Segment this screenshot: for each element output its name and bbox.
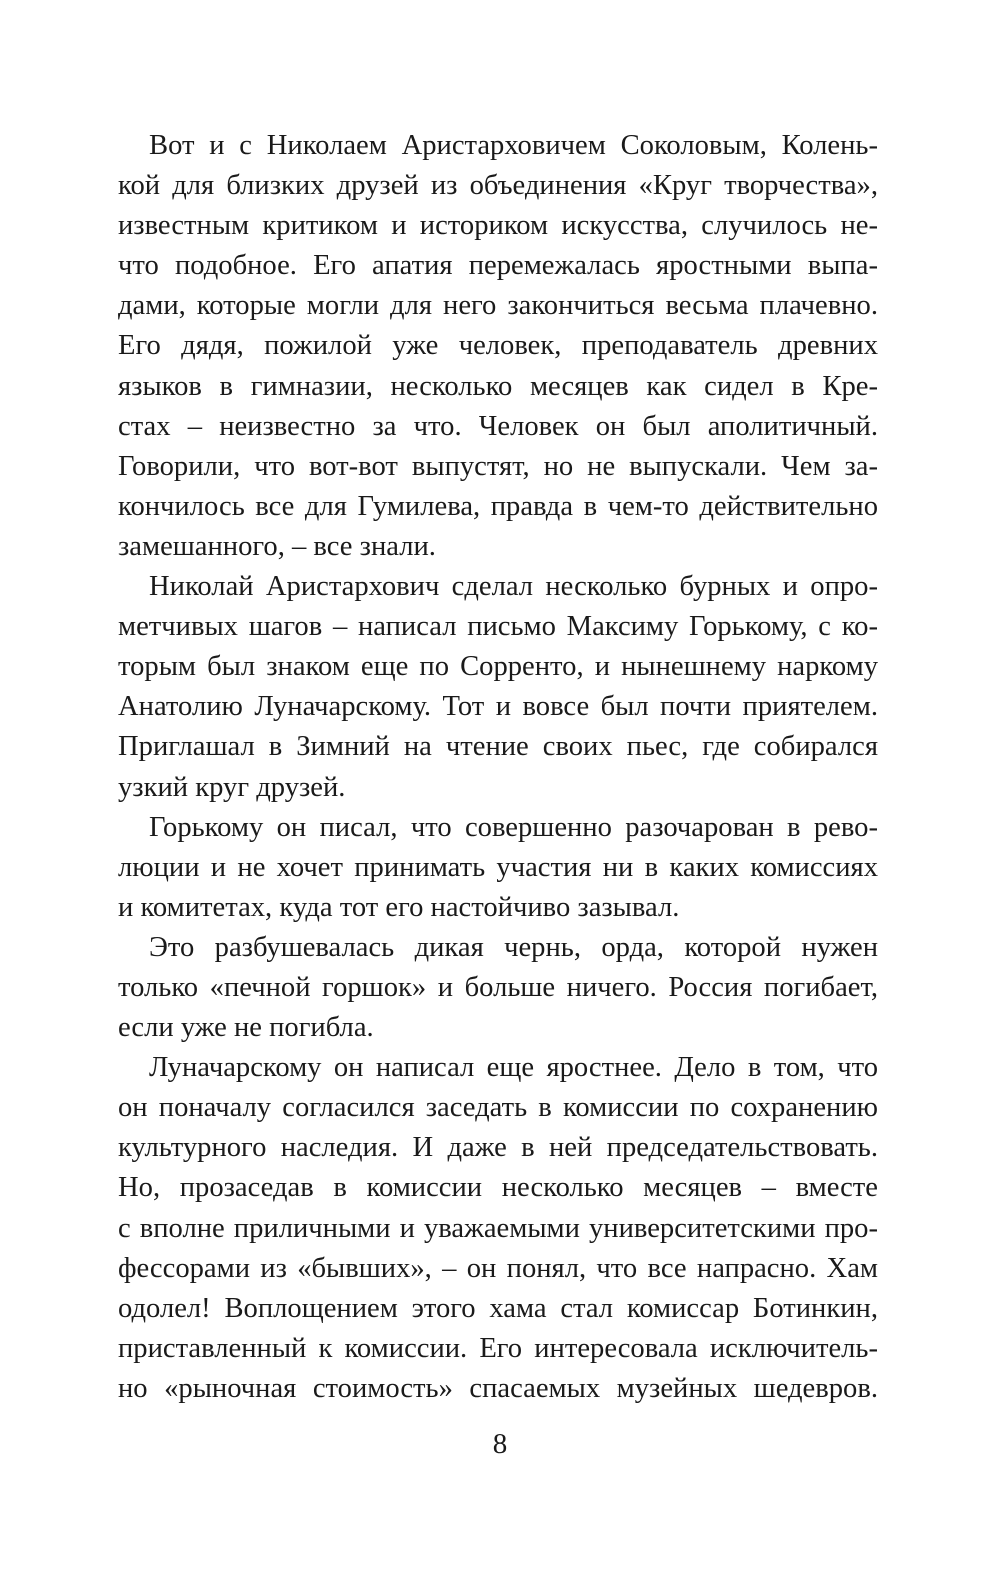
text-line: Горькому он писал, что совершенно разочарован в рево- xyxy=(149,811,878,843)
text-line: Говорили, что вот-вот выпустят, но не выпускали. Чем за- xyxy=(118,450,878,482)
text-line: Луначарскому он написал еще яростнее. Дело в том, что xyxy=(149,1052,878,1084)
text-line: Николай Аристархович сделал несколько бурных и опро- xyxy=(149,571,878,603)
body-text xyxy=(118,126,878,1409)
text-line: с вполне приличными и уважаемыми университетскими про- xyxy=(118,1212,878,1244)
page-number: 8 xyxy=(492,1428,508,1460)
paragraph xyxy=(118,567,878,808)
text-line: метчивых шагов – написал письмо Максиму Горькому, с ко- xyxy=(118,611,878,643)
text-line: кончилось все для Гумилева, правда в чем-то действительно xyxy=(118,490,878,522)
text-line: кой для близких друзей из объединения «Круг творчества», xyxy=(118,170,878,202)
text-line: Анатолию Луначарскому. Тот и вовсе был почти приятелем. xyxy=(118,691,878,723)
paragraph xyxy=(118,808,878,928)
text-line: стах – неизвестно за что. Человек он был аполитичный. xyxy=(118,410,878,442)
text-line: и комитетах, куда тот его настойчиво зазывал. xyxy=(118,891,680,923)
text-line: известным критиком и историком искусства, случилось не- xyxy=(118,210,878,242)
paragraph xyxy=(118,126,878,567)
text-line: Его дядя, пожилой уже человек, преподаватель древних xyxy=(118,330,878,362)
text-line: Это разбушевалась дикая чернь, орда, которой нужен xyxy=(149,931,878,963)
text-line: люции и не хочет принимать участия ни в каких комиссиях xyxy=(118,851,878,883)
text-line: только «печной горшок» и больше ничего. Россия погибает, xyxy=(118,971,878,1003)
text-line: Приглашал в Зимний на чтение своих пьес, где собирался xyxy=(118,731,878,763)
text-line: узкий круг друзей. xyxy=(118,771,346,803)
text-line: одолел! Воплощением этого хама стал комиссар Ботинкин, xyxy=(118,1292,878,1324)
text-line: если уже не погибла. xyxy=(118,1012,374,1044)
text-line: языков в гимназии, несколько месяцев как сидел в Кре- xyxy=(118,370,878,402)
text-line: он поначалу согласился заседать в комиссии по сохранению xyxy=(118,1092,878,1124)
text-line: культурного наследия. И даже в ней председательствовать. xyxy=(118,1132,878,1164)
text-line: что подобное. Его апатия перемежалась яростными выпа- xyxy=(118,250,878,282)
text-line: но «рыночная стоимость» спасаемых музейных шедевров. xyxy=(118,1372,878,1404)
paragraph xyxy=(118,1048,878,1409)
text-line: торым был знаком еще по Сорренто, и нынешнему наркому xyxy=(118,651,878,683)
text-line: Но, прозаседав в комиссии несколько месяцев – вместе xyxy=(118,1172,878,1204)
text-line: дами, которые могли для него закончиться весьма плачевно. xyxy=(118,290,878,322)
text-line: приставленный к комиссии. Его интересовала исключитель- xyxy=(118,1332,878,1364)
text-line: Вот и с Николаем Аристарховичем Соколовым, Колень- xyxy=(149,130,878,161)
text-line: фессорами из «бывших», – он понял, что все напрасно. Хам xyxy=(118,1252,878,1284)
paragraph xyxy=(118,928,878,1048)
text-line: замешанного, – все знали. xyxy=(118,530,436,562)
